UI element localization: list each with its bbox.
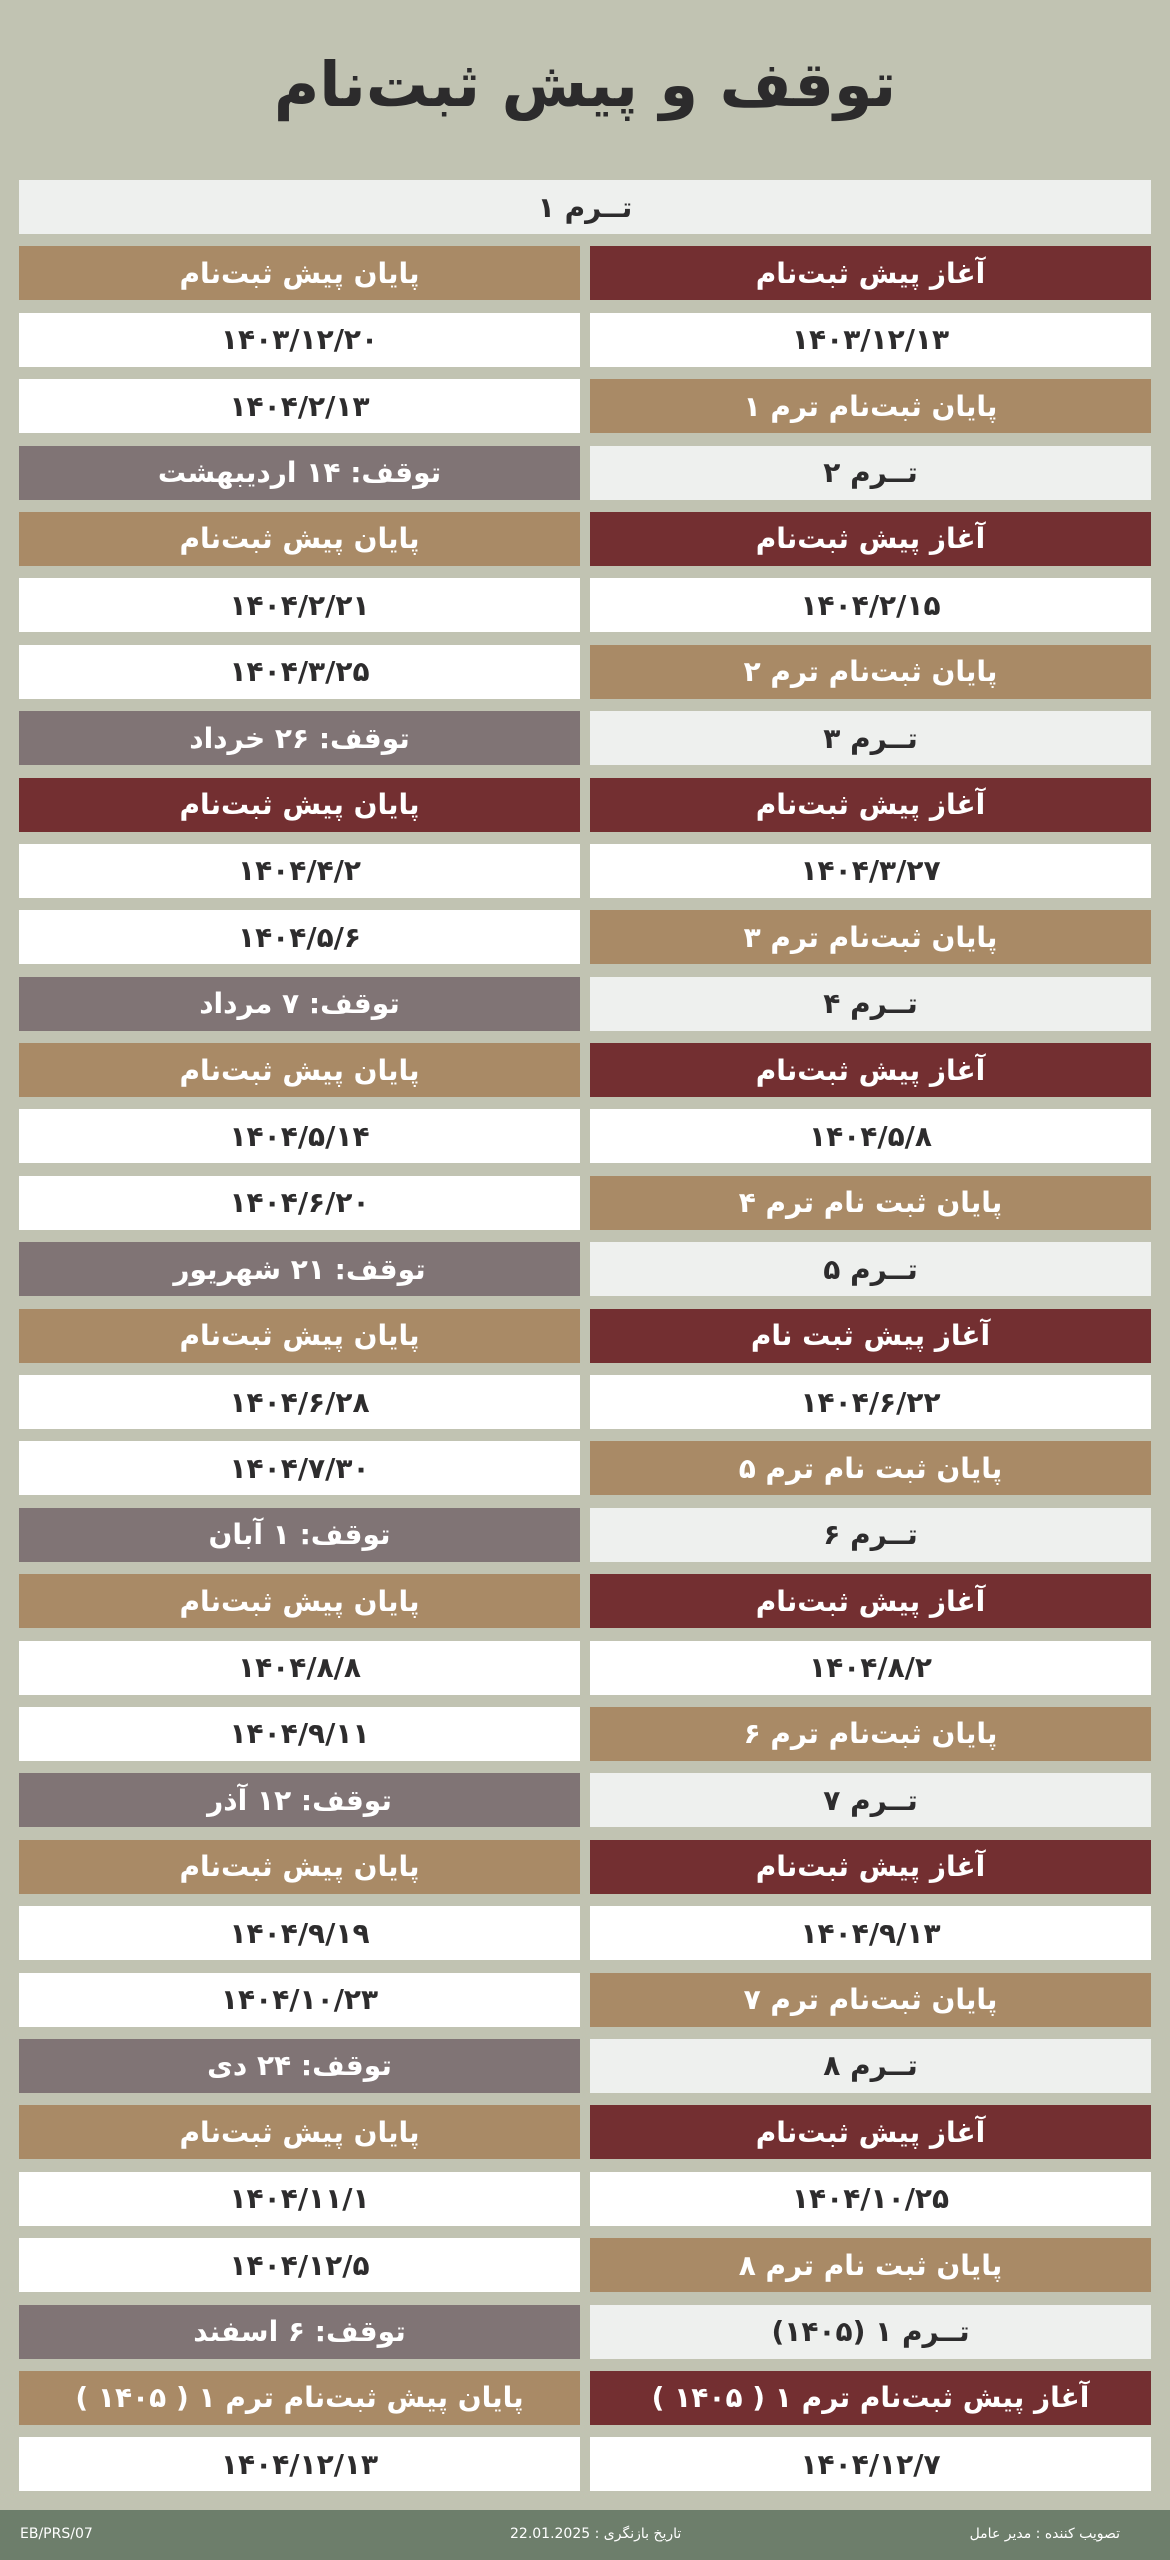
schedule-cell-end: پایان پیش ثبت‌نام	[19, 2105, 580, 2159]
schedule-cell-stop: توقف: ۲۱ شهریور	[19, 1242, 580, 1296]
schedule-cell-start: پایان پیش ثبت‌نام	[19, 778, 580, 832]
schedule-cell-end: پایان ثبت نام ترم ۴	[590, 1176, 1151, 1230]
schedule-cell-stop: توقف: ۲۴ دی	[19, 2039, 580, 2093]
schedule-cell-date: ۱۴۰۴/۴/۲	[19, 844, 580, 898]
schedule-cell-date: ۱۴۰۴/۱۲/۱۳	[19, 2437, 580, 2491]
footer	[0, 2510, 1170, 2560]
schedule-cell-stop: توقف: ۱ آبان	[19, 1508, 580, 1562]
schedule-cell-start: آغاز پیش ثبت‌نام	[590, 512, 1151, 566]
document-code: EB/PRS/07	[20, 2526, 93, 2542]
schedule-cell-end: پایان ثبت‌نام ترم ۲	[590, 645, 1151, 699]
schedule-cell-date: ۱۴۰۴/۵/۶	[19, 910, 580, 964]
schedule-cell-end: پایان ثبت‌نام ترم ۷	[590, 1973, 1151, 2027]
schedule-cell-date: ۱۴۰۴/۶/۲۲	[590, 1375, 1151, 1429]
schedule-cell-end: پایان ثبت‌نام ترم ۱	[590, 379, 1151, 433]
schedule-cell-term: تــرم ۷	[590, 1773, 1151, 1827]
schedule-cell-date: ۱۴۰۳/۱۲/۲۰	[19, 313, 580, 367]
schedule-grid	[19, 180, 1151, 2491]
schedule-cell-end: پایان پیش ثبت‌نام	[19, 1840, 580, 1894]
schedule-cell-date: ۱۴۰۴/۳/۲۷	[590, 844, 1151, 898]
schedule-cell-date: ۱۴۰۴/۵/۱۴	[19, 1109, 580, 1163]
schedule-cell-date: ۱۴۰۴/۱۰/۲۳	[19, 1973, 580, 2027]
schedule-cell-term: تــرم ۳	[590, 711, 1151, 765]
schedule-cell-date: ۱۴۰۴/۸/۸	[19, 1641, 580, 1695]
schedule-cell-end: پایان ثبت نام ترم ۵	[590, 1441, 1151, 1495]
schedule-cell-start: آغاز پیش ثبت‌نام	[590, 2105, 1151, 2159]
schedule-cell-date: ۱۴۰۴/۱۲/۷	[590, 2437, 1151, 2491]
schedule-cell-date: ۱۴۰۴/۱۱/۱	[19, 2172, 580, 2226]
revision-date: تاریخ بازنگری : 22.01.2025	[510, 2526, 682, 2542]
schedule-cell-date: ۱۴۰۴/۱۲/۵	[19, 2238, 580, 2292]
schedule-cell-date: ۱۴۰۴/۲/۱۵	[590, 578, 1151, 632]
schedule-cell-stop: توقف: ۷ مرداد	[19, 977, 580, 1031]
schedule-cell-term: تــرم ۵	[590, 1242, 1151, 1296]
schedule-cell-date: ۱۴۰۴/۷/۳۰	[19, 1441, 580, 1495]
schedule-cell-term: تــرم ۲	[590, 446, 1151, 500]
schedule-cell-term: تــرم ۴	[590, 977, 1151, 1031]
schedule-cell-stop: توقف: ۶ اسفند	[19, 2305, 580, 2359]
schedule-cell-end: پایان پیش ثبت‌نام	[19, 1309, 580, 1363]
schedule-cell-start: آغاز پیش ثبت نام	[590, 1309, 1151, 1363]
page-title: توقف و پیش ثبت‌نام	[273, 48, 897, 121]
schedule-cell-start: آغاز پیش ثبت‌نام	[590, 246, 1151, 300]
schedule-cell-end: پایان پیش ثبت‌نام ترم ۱ ( ۱۴۰۵ )	[19, 2371, 580, 2425]
schedule-cell-term: تــرم ۸	[590, 2039, 1151, 2093]
schedule-cell-date: ۱۴۰۴/۲/۱۳	[19, 379, 580, 433]
schedule-cell-end: پایان پیش ثبت‌نام	[19, 1574, 580, 1628]
schedule-cell-end: پایان پیش ثبت‌نام	[19, 1043, 580, 1097]
schedule-cell-date: ۱۴۰۴/۹/۱۳	[590, 1906, 1151, 1960]
schedule-cell-end: پایان ثبت نام ترم ۸	[590, 2238, 1151, 2292]
schedule-cell-end: پایان پیش ثبت‌نام	[19, 512, 580, 566]
schedule-cell-stop: توقف: ۲۶ خرداد	[19, 711, 580, 765]
schedule-cell-start: آغاز پیش ثبت‌نام ترم ۱ ( ۱۴۰۵ )	[590, 2371, 1151, 2425]
schedule-cell-end: پایان ثبت‌نام ترم ۳	[590, 910, 1151, 964]
schedule-cell-date: ۱۴۰۳/۱۲/۱۳	[590, 313, 1151, 367]
approver: تصویب کننده : مدیر عامل	[969, 2526, 1120, 2542]
schedule-cell-date: ۱۴۰۴/۲/۲۱	[19, 578, 580, 632]
schedule-cell-date: ۱۴۰۴/۶/۲۰	[19, 1176, 580, 1230]
term-1-header: تــرم ۱	[19, 180, 1151, 234]
schedule-cell-date: ۱۴۰۴/۹/۱۱	[19, 1707, 580, 1761]
schedule-cell-start: آغاز پیش ثبت‌نام	[590, 778, 1151, 832]
schedule-cell-end: پایان پیش ثبت‌نام	[19, 246, 580, 300]
schedule-cell-term: تــرم ۱ (۱۴۰۵)	[590, 2305, 1151, 2359]
schedule-cell-start: آغاز پیش ثبت‌نام	[590, 1574, 1151, 1628]
schedule-cell-start: آغاز پیش ثبت‌نام	[590, 1043, 1151, 1097]
schedule-cell-date: ۱۴۰۴/۹/۱۹	[19, 1906, 580, 1960]
schedule-cell-start: آغاز پیش ثبت‌نام	[590, 1840, 1151, 1894]
schedule-cell-date: ۱۴۰۴/۵/۸	[590, 1109, 1151, 1163]
schedule-cell-end: پایان ثبت‌نام ترم ۶	[590, 1707, 1151, 1761]
schedule-cell-stop: توقف: ۱۲ آذر	[19, 1773, 580, 1827]
schedule-cell-date: ۱۴۰۴/۶/۲۸	[19, 1375, 580, 1429]
schedule-cell-term: تــرم ۶	[590, 1508, 1151, 1562]
schedule-cell-date: ۱۴۰۴/۸/۲	[590, 1641, 1151, 1695]
schedule-cell-stop: توقف: ۱۴ اردیبهشت	[19, 446, 580, 500]
schedule-cell-date: ۱۴۰۴/۳/۲۵	[19, 645, 580, 699]
schedule-cell-date: ۱۴۰۴/۱۰/۲۵	[590, 2172, 1151, 2226]
